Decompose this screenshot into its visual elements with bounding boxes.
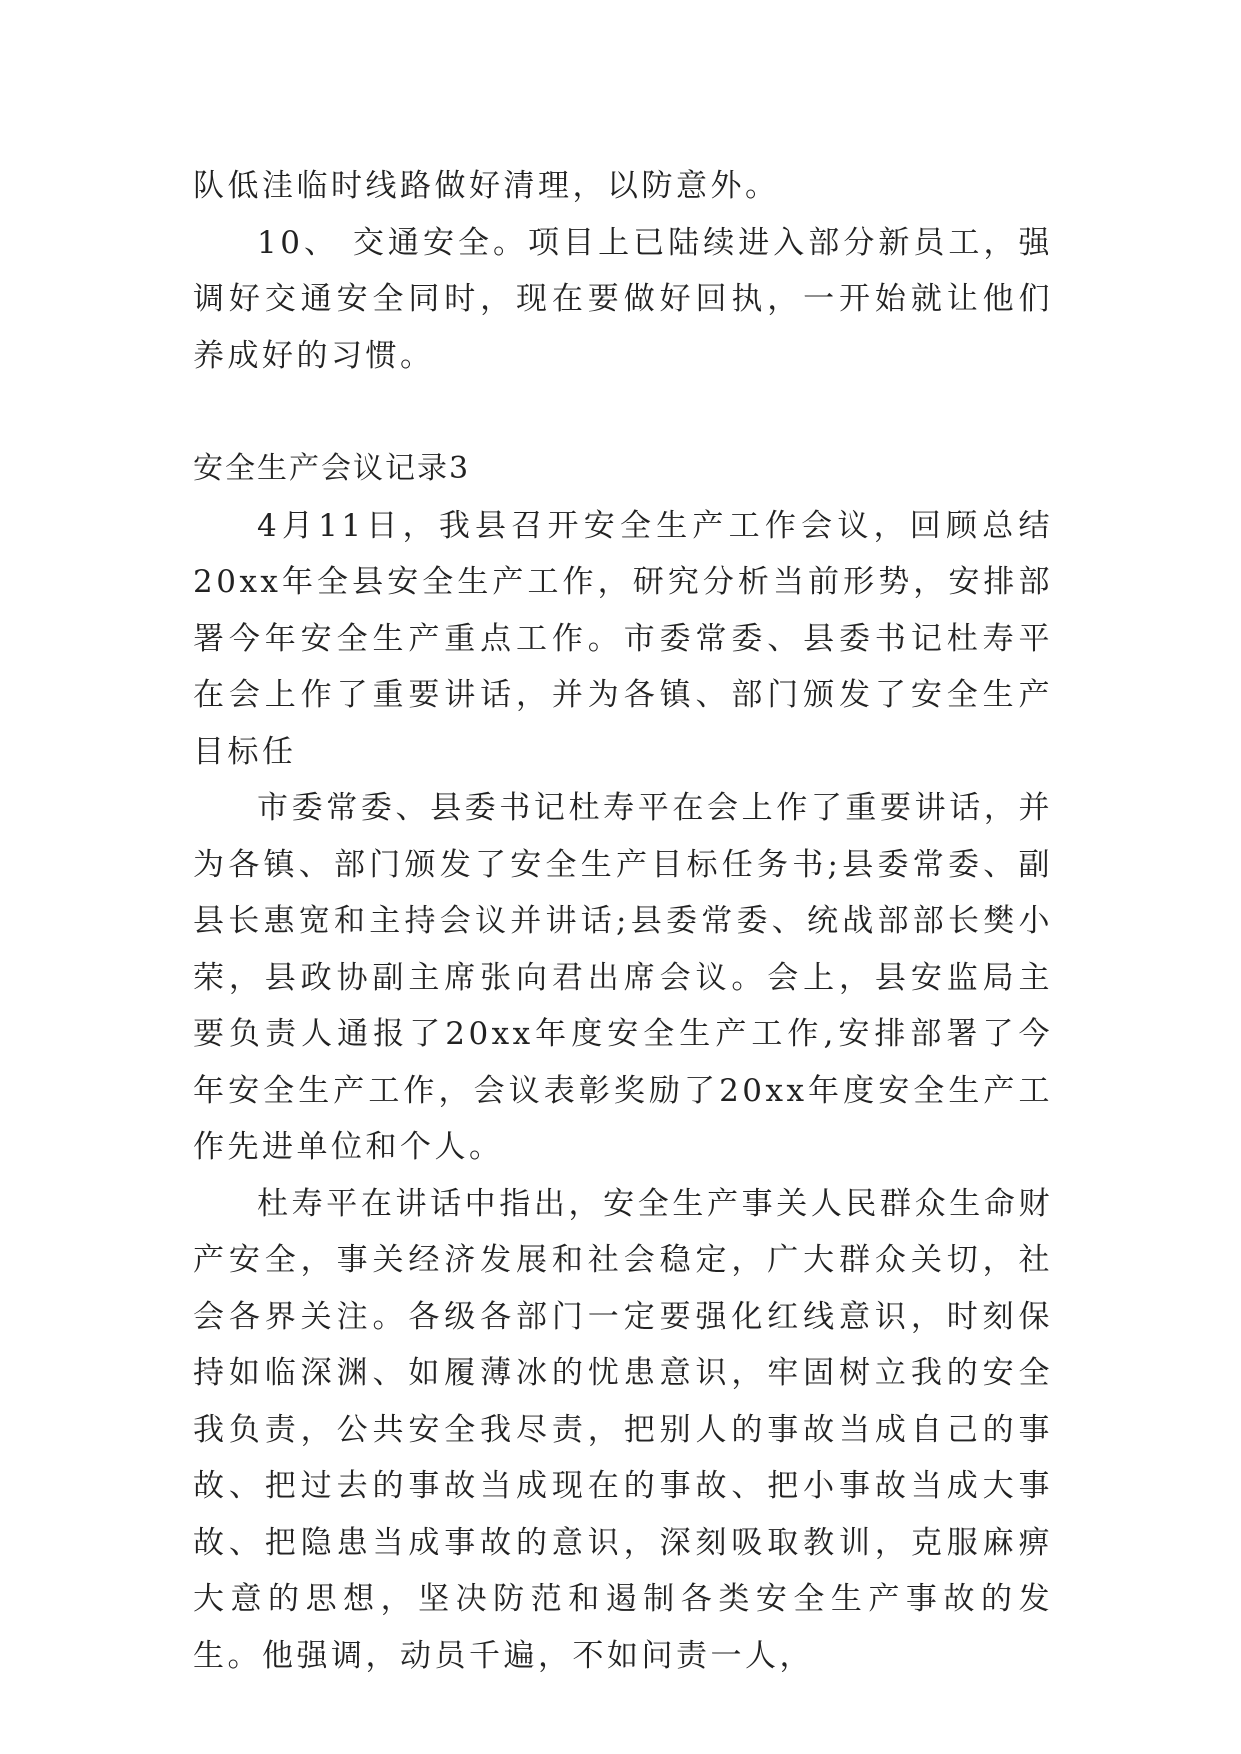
paragraph-meeting-summary: 4月11日，我县召开安全生产工作会议，回顾总结20xx年全县安全生产工作，研究分析当前形势，安排部署今年安全生产重点工作。市委常委、县委书记杜寿平在会上作了重要讲话，并为各镇、部门颁发了安全生产目标任 (193, 507, 1053, 770)
paragraph-traffic-safety: 10、 交通安全。项目上已陆续进入部分新员工，强调好交通安全同时，现在要做好回执，一开始就让他们养成好的习惯。 (193, 224, 1053, 374)
section-heading: 安全生产会议记录3 (193, 451, 471, 486)
paragraph-speech: 市委常委、县委书记杜寿平在会上作了重要讲话，并为各镇、部门颁发了安全生产目标任务书;县委常委、副县长惠宽和主持会议并讲话;县委常委、统战部部长樊小荣，县政协副主席张向君出席会议。会上，县安监局主要负责人通报了20xx年度安全生产工作,安排部署了今年安全生产工作，会议表彰奖励了20xx年度安全生产工作先进单位和个人。 (193, 790, 1053, 1165)
paragraph-remarks: 杜寿平在讲话中指出，安全生产事关人民群众生命财产安全，事关经济发展和社会稳定，广大群众关切，社会各界关注。各级各部门一定要强化红线意识，时刻保持如临深渊、如履薄冰的忧患意识，牢固树立我的安全我负责，公共安全我尽责，把别人的事故当成自己的事故、把过去的事故当成现在的事故、把小事故当成大事故、把隐患当成事故的意识，深刻吸取教训，克服麻痹大意的思想，坚决防范和遏制各类安全生产事故的发生。他强调，动员千遍，不如问责一人， (193, 1185, 1053, 1674)
document-body (193, 158, 1053, 1684)
paragraph-continuation: 队低洼临时线路做好清理，以防意外。 (193, 168, 780, 204)
